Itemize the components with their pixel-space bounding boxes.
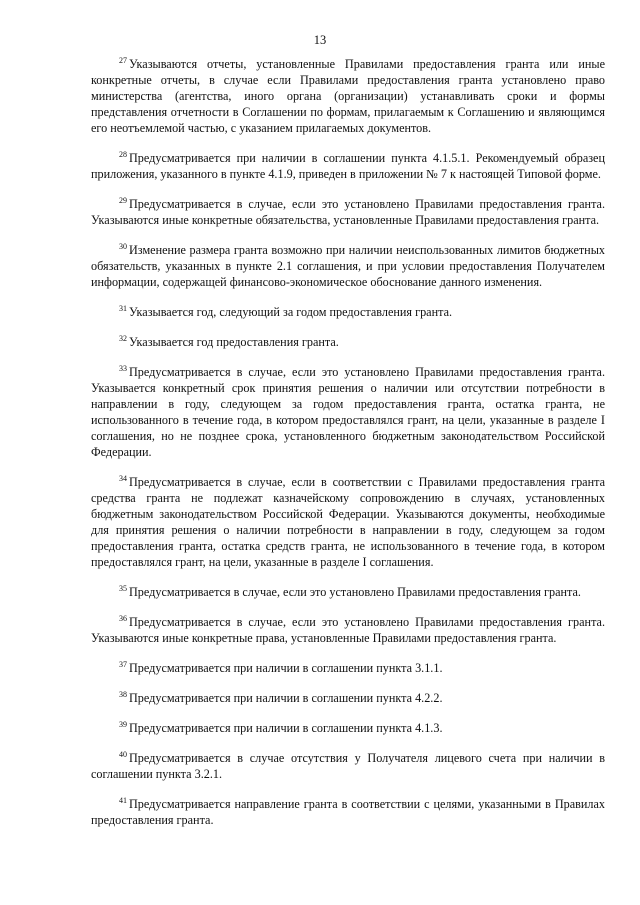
footnote-41 <box>91 796 605 828</box>
footnote-number: 36 <box>119 614 127 623</box>
footnote-33 <box>91 364 605 460</box>
footnote-number: 31 <box>119 304 127 313</box>
footnote-number: 32 <box>119 334 127 343</box>
footnote-39 <box>91 720 605 736</box>
footnote-text: Предусматривается в случае отсутствия у Получателя лицевого счета при наличии в соглашении пункта 3.2.1. <box>91 751 605 781</box>
footnote-text: Предусматривается при наличии в соглашении пункта 4.2.2. <box>129 691 443 705</box>
footnote-text: Изменение размера гранта возможно при наличии неиспользованных лимитов бюджетных обязательств, указанных в пункте 2.1 соглашения, и при условии предоставления Получателем информации, содержащей финансово-экономическое обоснование данного изменения. <box>91 243 605 289</box>
footnote-36 <box>91 614 605 646</box>
footnote-number: 27 <box>119 56 127 65</box>
footnote-37 <box>91 660 605 676</box>
footnote-number: 30 <box>119 242 127 251</box>
footnote-number: 38 <box>119 690 127 699</box>
footnote-text: Предусматривается при наличии в соглашении пункта 4.1.5.1. Рекомендуемый образец приложения, указанного в пункте 4.1.9, приведен в приложении № 7 к настоящей Типовой форме. <box>91 151 605 181</box>
footnote-number: 34 <box>119 474 127 483</box>
footnote-text: Предусматривается при наличии в соглашении пункта 3.1.1. <box>129 661 443 675</box>
footnote-text: Предусматривается в случае, если это установлено Правилами предоставления гранта. Указываются иные конкретные обязательства, установленные Правилами предоставления гранта. <box>91 197 605 227</box>
footnote-number: 29 <box>119 196 127 205</box>
footnote-38 <box>91 690 605 706</box>
footnote-40 <box>91 750 605 782</box>
footnote-number: 40 <box>119 750 127 759</box>
footnote-30 <box>91 242 605 290</box>
footnote-32 <box>91 334 605 350</box>
footnote-number: 37 <box>119 660 127 669</box>
footnote-number: 33 <box>119 364 127 373</box>
footnote-number: 35 <box>119 584 127 593</box>
footnote-35 <box>91 584 605 600</box>
footnote-31 <box>91 304 605 320</box>
footnote-27 <box>91 56 605 136</box>
footnote-text: Указываются отчеты, установленные Правилами предоставления гранта или иные конкретные отчеты, в случае если Правилами предоставления гранта установлено право министерства (агентства, иного органа (организации) устанавливать сроки и формы представления отчетности в Соглашении по формам, прилагаемым к Соглашению и являющимся его неотъемлемой частью, с указанием прилагаемых документов. <box>91 57 605 135</box>
footnote-text: Предусматривается в случае, если это установлено Правилами предоставления гранта. Указываются иные конкретные права, установленные Правилами предоставления гранта. <box>91 615 605 645</box>
footnote-text: Предусматривается при наличии в соглашении пункта 4.1.3. <box>129 721 443 735</box>
footnote-text: Предусматривается в случае, если это установлено Правилами предоставления гранта. <box>129 585 581 599</box>
footnote-29 <box>91 196 605 228</box>
footnote-number: 39 <box>119 720 127 729</box>
footnote-number: 28 <box>119 150 127 159</box>
footnotes-list <box>91 56 605 842</box>
footnote-number: 41 <box>119 796 127 805</box>
page-number: 13 <box>313 33 327 47</box>
footnote-28 <box>91 150 605 182</box>
footnote-text: Указывается год предоставления гранта. <box>129 335 339 349</box>
footnote-text: Предусматривается в случае, если в соответствии с Правилами предоставления гранта средства гранта не подлежат казначейскому сопровождению в случаях, установленных бюджетным законодательством Российской Федерации. Указываются документы, необходимые для принятия решения о наличии потребности в направлении в году, следующем за годом предоставления гранта, остатка средств гранта, не использованного в течение года, в котором предоставлялся грант, на цели, указанные в разделе I соглашения. <box>91 475 605 569</box>
footnote-text: Предусматривается в случае, если это установлено Правилами предоставления гранта. Указывается конкретный срок принятия решения о наличии или отсутствии потребности в направлении в году, следующем за годом предоставления гранта, остатка гранта, не использованного в течение года, в котором предоставлялся грант, на цели, указанные в разделе I соглашения, но не позднее срока, установленного бюджетным законодательством Российской Федерации. <box>91 365 605 459</box>
footnote-text: Указывается год, следующий за годом предоставления гранта. <box>129 305 453 319</box>
footnote-34 <box>91 474 605 570</box>
footnote-text: Предусматривается направление гранта в соответствии с целями, указанными в Правилах предоставления гранта. <box>91 797 605 827</box>
